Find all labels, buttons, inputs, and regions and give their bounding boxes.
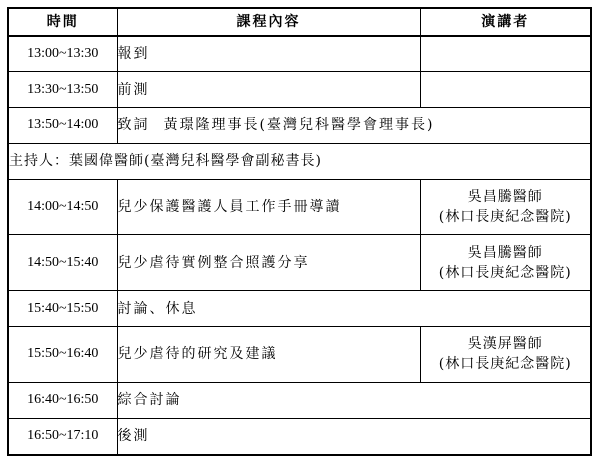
table-row [9, 291, 590, 327]
row-time: 13:30~13:50 [9, 72, 117, 108]
row-content: 後測 [117, 418, 590, 454]
row-speaker [420, 327, 590, 383]
row-time: 14:00~14:50 [9, 179, 117, 235]
row-time: 13:50~14:00 [9, 108, 117, 144]
speaker-name: 吳昌騰醫師 [467, 188, 543, 205]
row-time: 16:40~16:50 [9, 382, 117, 418]
row-time: 13:00~13:30 [9, 36, 117, 72]
speaker-org: (林口長庚紀念醫院) [438, 356, 572, 373]
table-row [9, 235, 590, 291]
speaker-name: 吳昌騰醫師 [467, 244, 543, 261]
table-row [9, 108, 590, 144]
schedule-table [9, 9, 590, 454]
row-content: 兒少保護醫護人員工作手冊導讀 [117, 179, 420, 235]
table-row [9, 382, 590, 418]
speaker-org: (林口長庚紀念醫院) [438, 208, 572, 225]
row-content: 報到 [117, 36, 420, 72]
table-header [9, 9, 590, 36]
row-content [117, 108, 590, 144]
row-speaker [420, 179, 590, 235]
header-speaker: 演講者 [420, 9, 590, 36]
header-content: 課程內容 [117, 9, 420, 36]
speaker-org: (林口長庚紀念醫院) [438, 264, 572, 281]
row-content-speaker: 黃璟隆理事長(臺灣兒科醫學會理事長) [163, 117, 435, 134]
row-content: 綜合討論 [117, 382, 590, 418]
header-time: 時間 [9, 9, 117, 36]
row-time: 16:50~17:10 [9, 418, 117, 454]
table-row [9, 327, 590, 383]
row-content: 前測 [117, 72, 420, 108]
row-content: 兒少虐待的研究及建議 [117, 327, 420, 383]
table-row [9, 36, 590, 72]
row-content: 兒少虐待實例整合照護分享 [117, 235, 420, 291]
row-content: 討論、休息 [117, 291, 590, 327]
speaker-name: 吳漢屏醫師 [467, 336, 543, 353]
table-row [9, 72, 590, 108]
row-speaker [420, 235, 590, 291]
row-time: 15:40~15:50 [9, 291, 117, 327]
table-row [9, 179, 590, 235]
table-row [9, 418, 590, 454]
host-label: 主持人：葉國偉醫師(臺灣兒科醫學會副秘書長) [9, 143, 590, 179]
row-speaker [420, 72, 590, 108]
row-time: 14:50~15:40 [9, 235, 117, 291]
row-time: 15:50~16:40 [9, 327, 117, 383]
row-speaker [420, 36, 590, 72]
row-content-title: 致詞 [117, 117, 150, 134]
schedule-table-frame [7, 7, 592, 456]
host-row [9, 143, 590, 179]
